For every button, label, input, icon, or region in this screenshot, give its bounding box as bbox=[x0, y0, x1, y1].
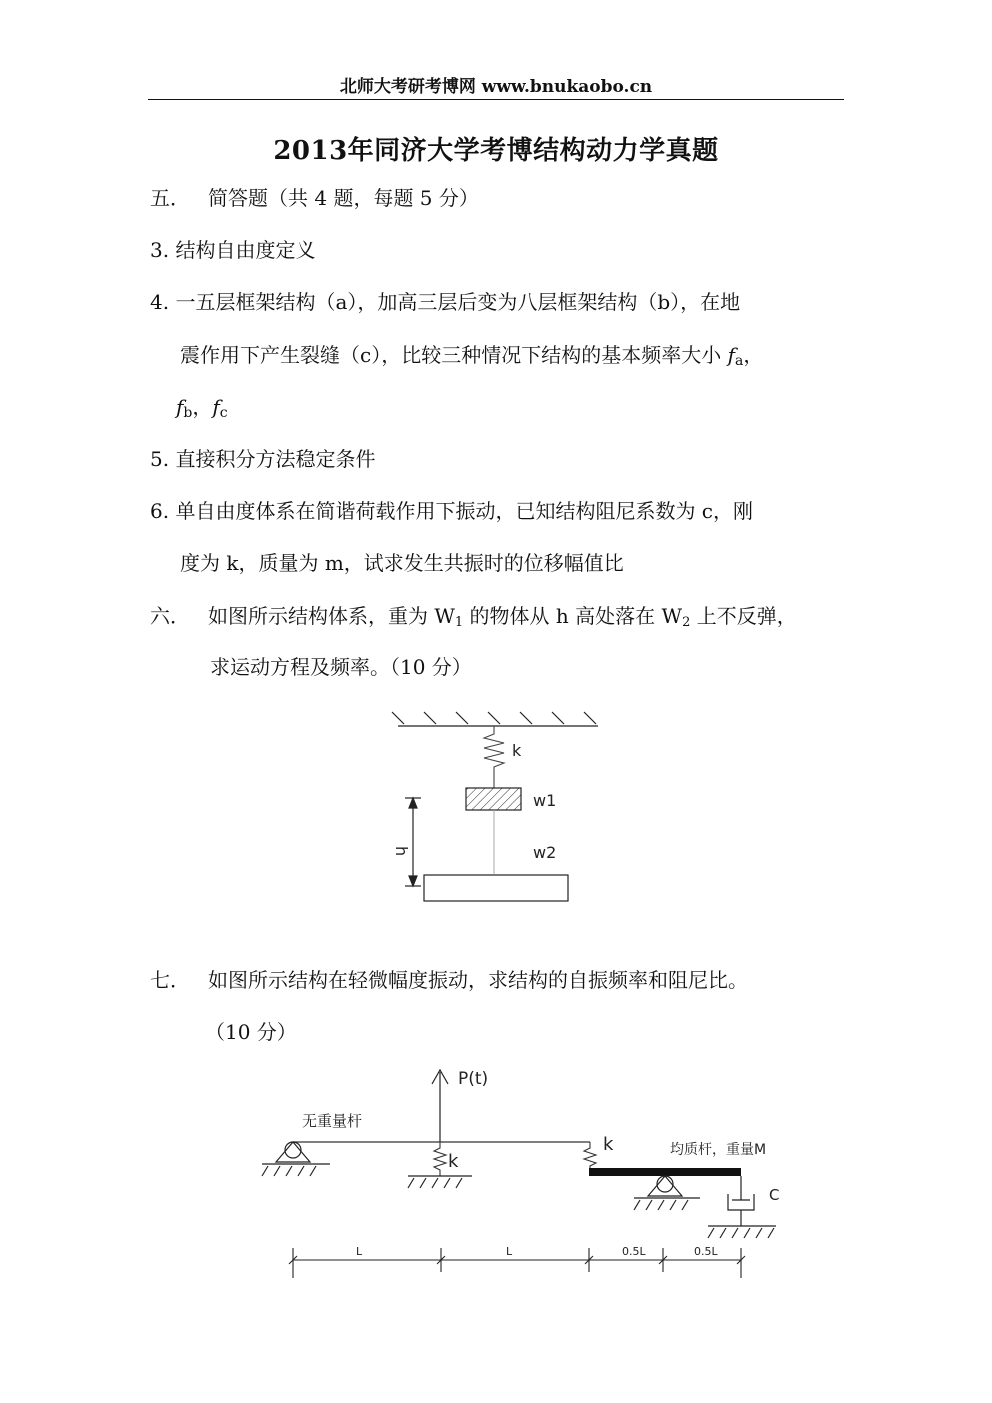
spring-k1-ground bbox=[408, 1176, 472, 1188]
spring-k2-label: k bbox=[603, 1134, 614, 1155]
fc-subscript: c bbox=[219, 405, 228, 421]
label-w2: w2 bbox=[533, 843, 557, 862]
fb-symbol: f bbox=[176, 395, 184, 419]
label-k: k bbox=[512, 741, 522, 760]
q6-number: 6. bbox=[150, 499, 170, 523]
load-label: P(t) bbox=[458, 1069, 489, 1089]
bar-pin-support bbox=[634, 1176, 700, 1210]
q4-text-line-1: 一五层框架结构（a），加高三层后变为八层框架结构（b），在地 bbox=[175, 290, 741, 314]
section-6-text-a: 如图所示结构体系，重为 W bbox=[208, 604, 455, 628]
damper-c-label: C bbox=[769, 1186, 780, 1204]
dim-label-1: L bbox=[356, 1245, 363, 1258]
spring-k1 bbox=[434, 1142, 446, 1176]
load-arrow bbox=[432, 1070, 448, 1142]
section-6-text-line-2: 求运动方程及频率。（10 分） bbox=[210, 655, 472, 679]
label-w1: w1 bbox=[533, 791, 557, 810]
page-title: 2013年同济大学考博结构动力学真题 bbox=[273, 136, 719, 166]
fc-symbol: f bbox=[212, 395, 220, 419]
dim-label-4: 0.5L bbox=[694, 1245, 718, 1258]
q6-text-line-1: 单自由度体系在简谐荷载作用下振动，已知结构阻尼系数为 c，刚 bbox=[175, 499, 754, 523]
spring-k1-label: k bbox=[448, 1151, 459, 1172]
left-pin-support bbox=[262, 1142, 330, 1176]
q4-text-line-2: 震作用下产生裂缝（c），比较三种情况下结构的基本频率大小 bbox=[180, 343, 728, 367]
dim-label-2: L bbox=[506, 1245, 513, 1258]
fb-subscript: b bbox=[183, 405, 193, 421]
q3-number: 3. bbox=[150, 238, 170, 262]
w1-subscript: 1 bbox=[454, 615, 464, 630]
uniform-bar bbox=[589, 1168, 741, 1176]
fa-symbol: f bbox=[727, 343, 735, 367]
section-5-number: 五． bbox=[150, 186, 190, 210]
section-6-number: 六． bbox=[150, 604, 190, 628]
section-7-text-line-1: 如图所示结构在轻微幅度振动，求结构的自振频率和阻尼比。 bbox=[208, 968, 748, 992]
damper-c bbox=[708, 1176, 776, 1238]
label-h: h bbox=[392, 846, 411, 857]
w2-subscript: 2 bbox=[682, 615, 691, 630]
dim-label-3: 0.5L bbox=[622, 1245, 646, 1258]
q5-text: 直接积分方法稳定条件 bbox=[175, 447, 376, 471]
section-7-number: 七． bbox=[150, 968, 190, 992]
massless-bar-label: 无重量杆 bbox=[302, 1112, 363, 1130]
q4-number: 4. bbox=[150, 290, 170, 314]
page-header: 北师大考研考博网 www.bnukaobo.cn bbox=[339, 77, 653, 97]
section-6-text-b: 的物体从 h 高处落在 W bbox=[463, 604, 683, 628]
section-7-text-line-2: （10 分） bbox=[205, 1020, 297, 1044]
fa-subscript: a bbox=[734, 353, 744, 369]
q6-text-line-2: 度为 k，质量为 m，试求发生共振时的位移幅值比 bbox=[180, 551, 624, 575]
uniform-bar-label: 均质杆，重量M bbox=[670, 1142, 767, 1158]
q5-number: 5. bbox=[150, 447, 170, 471]
section-5-text: 简答题（共 4 题，每题 5 分） bbox=[208, 186, 479, 210]
q3-text: 结构自由度定义 bbox=[175, 238, 316, 262]
q4-comma-1: ， bbox=[743, 343, 764, 367]
spring-k2 bbox=[584, 1142, 596, 1168]
q4-comma-2: ， bbox=[192, 395, 213, 419]
section-6-text-c: 上不反弹， bbox=[690, 604, 797, 628]
